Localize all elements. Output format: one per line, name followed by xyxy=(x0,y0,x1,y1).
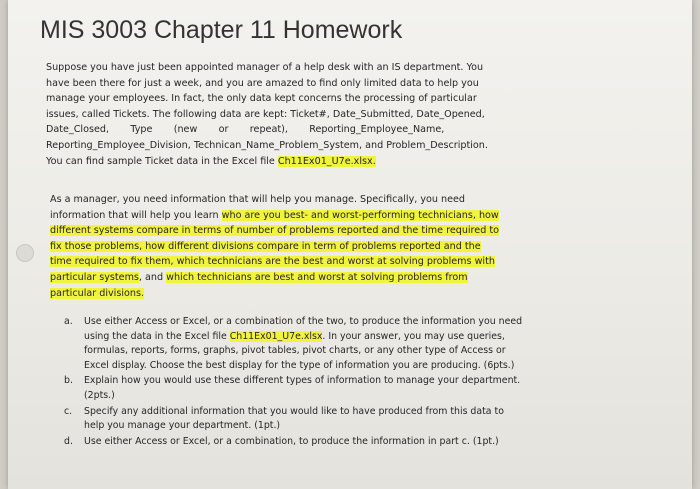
manager-line-4-highlight: fix those problems, how different divisions compare in term of problems reported and the xyxy=(50,240,481,252)
manager-line-2-plain: information that will help you learn xyxy=(50,209,222,221)
task-a-text-before: Use either Access or Excel, or a combination of the two, to produce the information you need using the data in the Excel file xyxy=(84,316,523,342)
manager-line-1: As a manager, you need information that will help you manage. Specifically, you need xyxy=(50,194,466,205)
document-page xyxy=(8,0,692,489)
manager-line-3 xyxy=(50,223,522,239)
manager-line-6-highlight-b: which technicians are best and worst at solving problems from xyxy=(166,271,468,283)
task-d-marker: d. xyxy=(64,435,73,447)
intro-paragraph xyxy=(46,60,516,169)
intro-line-7 xyxy=(46,154,516,170)
task-d-text: Use either Access or Excel, or a combination, to produce the information in part c. (1pt.) xyxy=(84,435,499,447)
task-c xyxy=(64,405,524,434)
margin-dot-icon xyxy=(16,244,34,262)
intro-line-1: Suppose you have just been appointed manager of a help desk with an IS department. You xyxy=(46,62,484,73)
intro-file-name: Ch11Ex01_U7e.xlsx. xyxy=(277,155,376,167)
manager-paragraph xyxy=(50,192,522,301)
manager-line-4 xyxy=(50,239,522,255)
manager-line-5-highlight: time required to fix them, which technicians are the best and worst at solving problems with xyxy=(50,256,495,268)
manager-line-7 xyxy=(50,286,522,302)
manager-line-6-highlight-a: particular systems xyxy=(50,271,139,283)
manager-line-2 xyxy=(50,208,522,224)
task-c-marker: c. xyxy=(64,405,73,417)
intro-line-4: issues, called Tickets. The following data are kept: Ticket#, Date_Submitted, Date_Opened, xyxy=(46,108,485,120)
task-a-file-name: Ch11Ex01_U7e.xlsx xyxy=(229,330,323,342)
task-b-marker: b. xyxy=(64,375,73,387)
page-title: MIS 3003 Chapter 11 Homework xyxy=(40,16,403,44)
task-a-marker: a. xyxy=(64,316,73,327)
manager-line-5 xyxy=(50,254,522,270)
task-a xyxy=(64,315,524,373)
task-a-text-after: . In your answer, you may use queries, formulas, reports, forms, graphs, pivot tables, pivot charts, or any other type of Access or Excel display. Choose the best display for the type of information you are producing. (6pts.) xyxy=(84,330,515,371)
intro-file-text: You can find sample Ticket data in the Excel file xyxy=(46,155,278,167)
intro-line-6: Reporting_Employee_Division, Technican_Name_Problem_System, and Problem_Description. xyxy=(46,139,488,151)
manager-line-3-highlight: different systems compare in terms of number of problems reported and the time required to xyxy=(50,225,499,237)
task-d xyxy=(64,435,524,450)
manager-line-2-highlight: who are you best- and worst-performing technicians, how xyxy=(221,209,499,221)
intro-line-3: manage your employees. In fact, the only data kept concerns the processing of particular xyxy=(46,93,477,105)
manager-line-6-plain: , and xyxy=(138,271,167,283)
task-b-text: Explain how you would use these different types of information to manage your department. (2pts.) xyxy=(84,375,521,401)
task-list xyxy=(64,315,524,450)
manager-line-6 xyxy=(50,270,522,286)
intro-line-5: Date_Closed, Type (new or repeat), Reporting_Employee_Name, xyxy=(46,124,445,136)
task-b xyxy=(64,374,524,403)
task-c-text: Specify any additional information that you would like to have produced from this data to help you manage your department. (1pt.) xyxy=(84,405,504,432)
manager-line-7-highlight: particular divisions. xyxy=(50,287,144,299)
intro-line-2: have been there for just a week, and you are amazed to find only limited data to help you xyxy=(46,77,479,89)
